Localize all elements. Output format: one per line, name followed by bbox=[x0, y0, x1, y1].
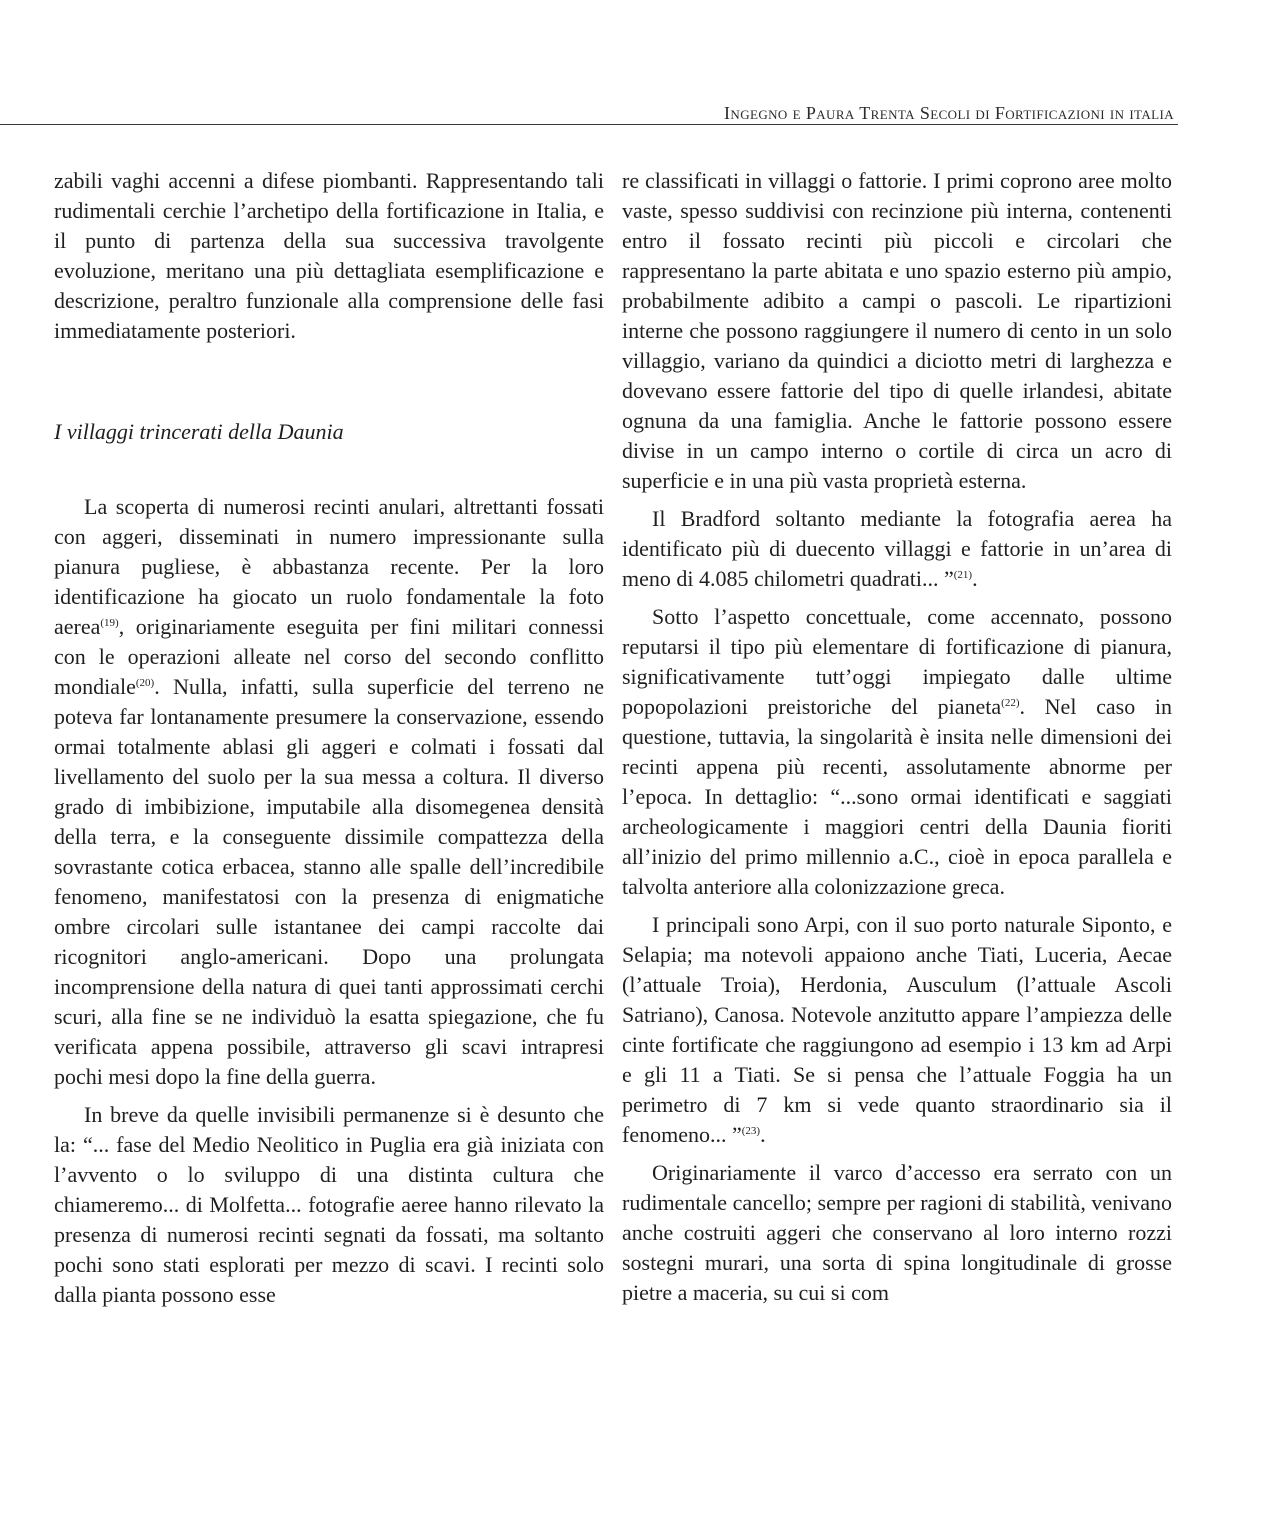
right-paragraph-2-part-a: Il Bradford soltanto mediante la fotografia aerea ha identificato più di duecento villaggi e fattorie in un’area di meno di 4.085 chilometri quadrati... ” bbox=[622, 506, 1172, 591]
footnote-ref-23: (23) bbox=[741, 1125, 761, 1137]
left-paragraph-3: In breve da quelle invisibili permanenze si è desunto che la: “... fase del Medio Neolitico in Puglia era già iniziata con l’avvento o lo sviluppo di una distinta cultura che chiameremo... di Molfetta... fotografie aeree hanno rilevato la presenza di numerosi recinti segnati da fossati, ma soltanto pochi sono stati esplorati per mezzo di scavi. I recinti solo dalla pianta possono esse bbox=[54, 1102, 604, 1307]
right-paragraph-2-part-b: . bbox=[972, 566, 978, 591]
right-paragraph-3 bbox=[622, 602, 1172, 902]
section-heading: I villaggi trincerati della Daunia bbox=[54, 419, 344, 444]
left-paragraph-2 bbox=[54, 492, 604, 1092]
right-column bbox=[622, 166, 1172, 1308]
right-paragraph-1: re classificati in villaggi o fattorie. I primi coprono aree molto vaste, spesso suddivisi con recinzione più interna, contenenti entro il fossato recinti più piccoli e circolari che rappresentano la parte abitata e uno spazio esterno più ampio, probabilmente adibito a campi o pascoli. Le ripartizioni interne che possono raggiungere il numero di cento in un solo villaggio, variano da quindici a diciotto metri di larghezza e dovevano essere fattorie del tipo di quelle irlandesi, abitate ognuna da una famiglia. Anche le fattorie possono essere divise in un campo interno o cortile di circa un acro di superficie e in una più vasta proprietà esterna. bbox=[622, 168, 1172, 493]
left-paragraph-2-part-b: , originariamente eseguita per fini militari connessi con le operazioni alleate nel corso del secondo conflitto mondiale bbox=[54, 614, 604, 699]
left-paragraph-1: zabili vaghi accenni a difese piombanti. Rappresentando tali rudimentali cerchie l’archetipo della fortificazione in Italia, e il punto di partenza della sua successiva travolgente evoluzione, meritano una più dettagliata esemplificazione e descrizione, peraltro funzionale alla comprensione delle fasi immediatamente posteriori. bbox=[54, 168, 604, 343]
footnote-ref-20: (20) bbox=[135, 677, 155, 689]
right-paragraph-2 bbox=[622, 504, 1172, 594]
footnote-ref-22: (22) bbox=[1001, 697, 1020, 709]
left-paragraph-2-part-a: La scoperta di numerosi recinti anulari, altrettanti fossati con aggeri, disseminati in numero impressionante sulla pianura pugliese, è abbastanza recente. Per la loro identificazione ha giocato un ruolo fondamentale la foto aerea bbox=[54, 494, 604, 639]
footnote-ref-19: (19) bbox=[100, 617, 119, 629]
right-paragraph-4-part-b: . bbox=[760, 1122, 766, 1147]
right-paragraph-4 bbox=[622, 910, 1172, 1150]
left-column bbox=[54, 166, 604, 1310]
right-paragraph-3-part-a: Sotto l’aspetto concettuale, come accennato, possono reputarsi il tipo più elementare di fortificazione di pianura, significativamente tutt’oggi impiegato dalle ultime popopolazioni preistoriche del pianeta bbox=[622, 604, 1172, 719]
running-head: Ingegno e Paura Trenta Secoli di Fortificazioni in italia bbox=[724, 103, 1174, 123]
right-paragraph-4-part-a: I principali sono Arpi, con il suo porto naturale Siponto, e Selapia; ma notevoli appaiono anche Tiati, Luceria, Aecae (l’attuale Troia), Herdonia, Ausculum (l’attuale Ascoli Satriano), Canosa. Notevole anzitutto appare l’ampiezza delle cinte fortificate che raggiungono ad esempio i 13 km ad Arpi e gli 11 a Tiati. Se si pensa che l’attuale Foggia ha un perimetro di 7 km si vede quanto straordinario sia il fenomeno... ” bbox=[622, 912, 1172, 1147]
header-rule bbox=[0, 124, 1178, 125]
left-paragraph-2-part-c: . Nulla, infatti, sulla superficie del terreno ne poteva far lontanamente presumere la conservazione, essendo ormai totalmente ablasi gli aggeri e colmati i fossati dal livellamento del suolo per la sua messa a coltura. Il diverso grado di imbibizione, imputabile alla disomegenea densità della terra, e la conseguente dissimile compattezza della sovrastante cotica erbacea, stanno alle spalle dell’incredibile fenomeno, manifestatosi con la presenza di enigmatiche ombre circolari sulle istantanee dei campi raccolte dai ricognitori anglo-americani. Dopo una prolungata incomprensione della natura di quei tanti approssimati cerchi scuri, alla fine se ne individuò la esatta spiegazione, che fu verificata appena possibile, attraverso gli scavi intrapresi pochi mesi dopo la fine della guerra. bbox=[54, 674, 604, 1089]
right-paragraph-5: Originariamente il varco d’accesso era serrato con un rudimentale cancello; sempre per ragioni di stabilità, venivano anche costruiti aggeri che conservano al loro interno rozzi sostegni murari, una sorta di spina longitudinale di grosse pietre a maceria, su cui si com bbox=[622, 1160, 1172, 1305]
footnote-ref-21: (21) bbox=[953, 569, 973, 581]
right-paragraph-3-part-b: . Nel caso in questione, tuttavia, la singolarità è insita nelle dimensioni dei recinti appena più recenti, assolutamente abnorme per l’epoca. In dettaglio: “...sono ormai identificati e saggiati archeologicamente i maggiori centri della Daunia fioriti all’inizio del primo millennio a.C., cioè in epoca parallela e talvolta anteriore alla colonizzazione greca. bbox=[622, 694, 1172, 899]
